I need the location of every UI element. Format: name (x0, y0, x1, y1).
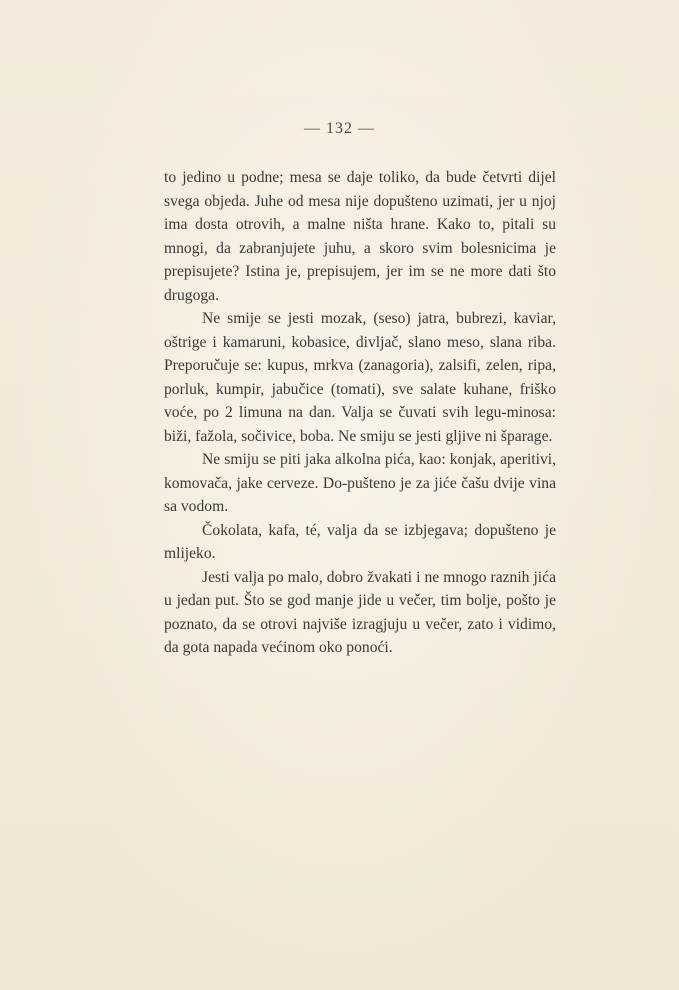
body-text (164, 166, 556, 660)
paragraph-3: Ne smiju se piti jaka alkolna pića, kao: konjak, aperitivi, komovača, jake cerveze. Do-pušteno je za jiće čašu dvije vina sa vodom. (164, 451, 556, 515)
paragraph-4: Čokolata, kafa, té, valja da se izbjegava; dopušteno je mlijeko. (164, 521, 556, 562)
paragraph-2: Ne smije se jesti mozak, (seso) jatra, bubrezi, kaviar, oštrige i kamaruni, kobasice, divljač, slano meso, slana riba. Preporučuje se: kupus, mrkva (zanagoria), zalsifi, zelen, ripa, porluk, kumpir, jabučice (tomati), sve salate kuhane, friško voće, po 2 limuna na dan. Valja se čuvati svih legu-minosa: biži, fažola, sočivice, boba. Ne smiju se jesti gljive ni šparage. (164, 310, 556, 445)
paragraph-5: Jesti valja po malo, dobro žvakati i ne mnogo raznih jića u jedan put. Što se god manje jide u večer, tim bolje, pošto je poznato, da se otrovi najviše izragjuju u večer, zato i vidimo, da gota napada većinom oko ponoći. (164, 568, 556, 656)
page-number: — 132 — (304, 120, 375, 137)
paragraph-1: to jedino u podne; mesa se daje toliko, da bude četvrti dijel svega objeda. Juhe od mesa nije dopušteno uzimati, jer u njoj ima dosta otrovih, a malne ništa hrane. Kako to, pitali su mnogi, da zabranjujete juhu, a skoro svim bolesnicima je prepisujete? Istina je, prepisujem, jer im se ne more dati što drugoga. (164, 169, 556, 304)
